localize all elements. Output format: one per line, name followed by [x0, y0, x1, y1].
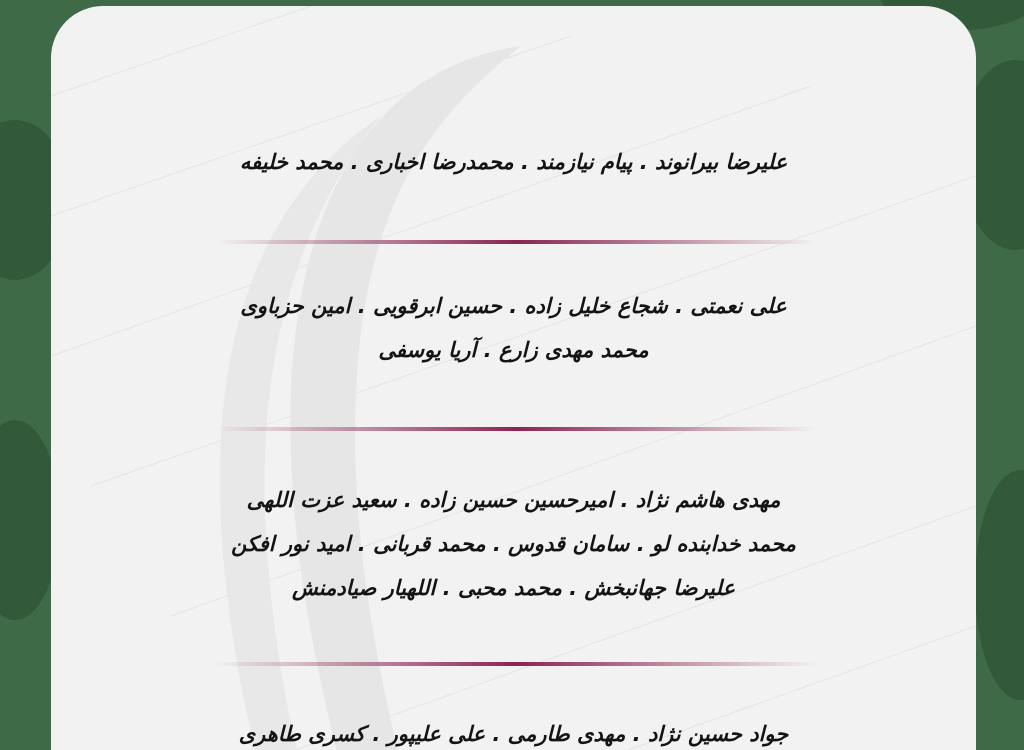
player-names-line: محمد خدابنده لو . سامان قدوس . محمد قربانی . امید نور افکن	[231, 532, 796, 556]
section-divider	[216, 427, 816, 431]
player-group-1	[51, 140, 976, 184]
section-divider	[216, 662, 816, 666]
player-group-4	[51, 712, 976, 750]
player-names-line: محمد مهدی زارع . آریا یوسفی	[378, 338, 649, 362]
player-names-line: علیرضا بیرانوند . پیام نیازمند . محمدرضا اخباری . محمد خلیفه	[239, 150, 788, 174]
section-divider	[216, 240, 816, 244]
player-names-line: جواد حسین نژاد . مهدی طارمی . علی علیپور . کسری طاهری	[238, 722, 789, 746]
player-names-line: علی نعمتی . شجاع خلیل زاده . حسین ابرقویی . امین حزباوی	[240, 294, 787, 318]
player-names-line: مهدی هاشم نژاد . امیرحسین حسین زاده . سعید عزت اللهی	[246, 488, 781, 512]
player-names-line: علیرضا جهانبخش . محمد محبی . اللهیار صیادمنش	[292, 576, 735, 600]
player-group-3	[51, 478, 976, 610]
background-texture	[975, 470, 1024, 700]
roster-card	[51, 6, 976, 750]
card-background-pattern	[51, 6, 976, 750]
player-group-2	[51, 284, 976, 372]
